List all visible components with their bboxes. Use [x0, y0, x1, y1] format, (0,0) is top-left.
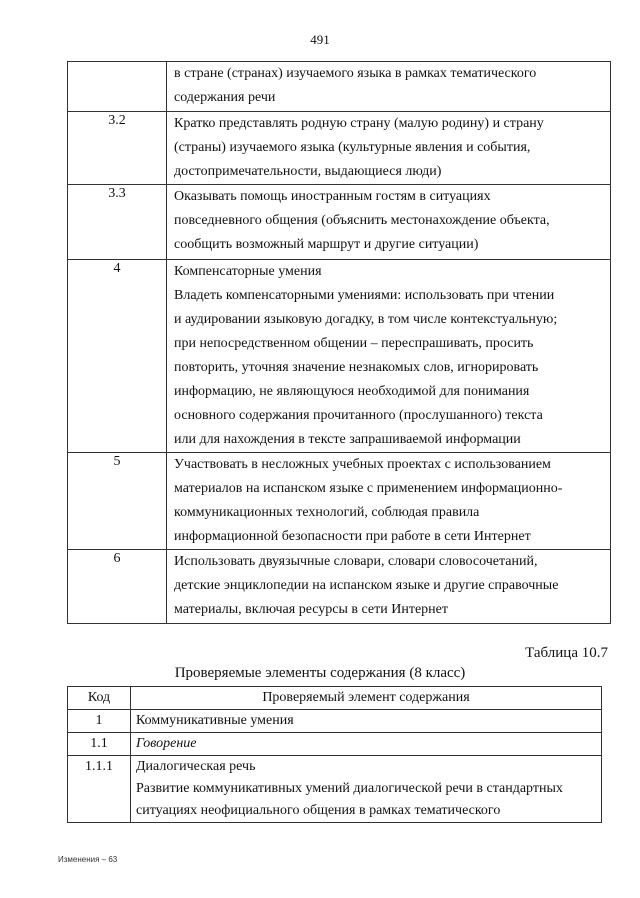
text-line: Участвовать в несложных учебных проектах с использованием — [174, 457, 551, 472]
footer-note: Изменения – 63 — [58, 855, 118, 864]
row-code: 4 — [68, 260, 167, 453]
row-text — [131, 710, 602, 733]
table-row — [68, 453, 611, 550]
text-line: Оказывать помощь иностранным гостям в ситуациях — [174, 189, 491, 204]
table-row — [68, 260, 611, 453]
skills-table-continued — [67, 61, 611, 624]
row-code — [68, 62, 167, 112]
row-text — [131, 733, 602, 756]
row-code: 3.3 — [68, 185, 167, 260]
text-line: Развитие коммуникативных умений диалогической речи в стандартных — [136, 781, 563, 796]
text-line: информационной безопасности при работе в сети Интернет — [174, 529, 531, 544]
text-line: Кратко представлять родную страну (малую родину) и страну — [174, 116, 544, 131]
table-row — [68, 733, 602, 756]
table-title: Проверяемые элементы содержания (8 класс) — [174, 665, 466, 681]
table-row — [68, 112, 611, 185]
row-code: 3.2 — [68, 112, 167, 185]
text-line: Владеть компенсаторными умениями: использовать при чтении — [174, 288, 555, 303]
text-line: сообщить возможный маршрут и другие ситуации) — [174, 237, 479, 252]
table-caption: Таблица 10.7 — [525, 645, 608, 661]
table-header-row — [68, 687, 602, 710]
row-code: 1 — [68, 710, 131, 733]
text-line: основного содержания прочитанного (прослушанного) текста — [174, 408, 543, 423]
text-line: Говорение — [136, 736, 197, 751]
row-text — [167, 62, 611, 112]
table-row — [68, 185, 611, 260]
row-text — [131, 756, 602, 823]
page-number: 491 — [310, 32, 330, 47]
row-code: 1.1.1 — [68, 756, 131, 823]
table-row — [68, 756, 602, 823]
text-line: при непосредственном общении – переспрашивать, просить — [174, 336, 534, 351]
text-line: или для нахождения в тексте запрашиваемой информации — [174, 432, 521, 447]
text-line: материалов на испанском языке с применением информационно- — [174, 481, 563, 496]
text-line: повторить, уточняя значение незнакомых слов, игнорировать — [174, 360, 539, 375]
text-line: информацию, не являющуюся необходимой для понимания — [174, 384, 530, 399]
text-line: в стране (странах) изучаемого языка в рамках тематического — [174, 66, 537, 81]
text-line: материалы, включая ресурсы в сети Интернет — [174, 602, 448, 617]
text-line: повседневного общения (объяснить местонахождение объекта, — [174, 213, 550, 228]
text-line: Компенсаторные умения — [174, 264, 322, 279]
row-text — [167, 112, 611, 185]
header-element: Проверяемый элемент содержания — [131, 687, 602, 710]
row-code: 5 — [68, 453, 167, 550]
text-line: ситуациях неофициального общения в рамках тематического — [136, 803, 501, 818]
row-text — [167, 453, 611, 550]
text-line: коммуникационных технологий, соблюдая правила — [174, 505, 480, 520]
text-line: Использовать двуязычные словари, словари словосочетаний, — [174, 554, 538, 569]
row-text — [167, 260, 611, 453]
text-line: достопримечательности, выдающиеся люди) — [174, 164, 442, 179]
table-row — [68, 710, 602, 733]
row-text — [167, 550, 611, 624]
text-line: Диалогическая речь — [136, 759, 256, 774]
row-text — [167, 185, 611, 260]
table-row — [68, 62, 611, 112]
row-code: 6 — [68, 550, 167, 624]
text-line: и аудировании языковую догадку, в том числе контекстуальную; — [174, 312, 558, 327]
content-elements-table — [67, 686, 602, 823]
text-line: содержания речи — [174, 90, 276, 105]
text-line: Коммуникативные умения — [136, 713, 294, 728]
row-code: 1.1 — [68, 733, 131, 756]
table-row — [68, 550, 611, 624]
text-line: детские энциклопедии на испанском языке и другие справочные — [174, 578, 559, 593]
header-code: Код — [68, 687, 131, 710]
text-line: (страны) изучаемого языка (культурные явления и события, — [174, 140, 531, 155]
